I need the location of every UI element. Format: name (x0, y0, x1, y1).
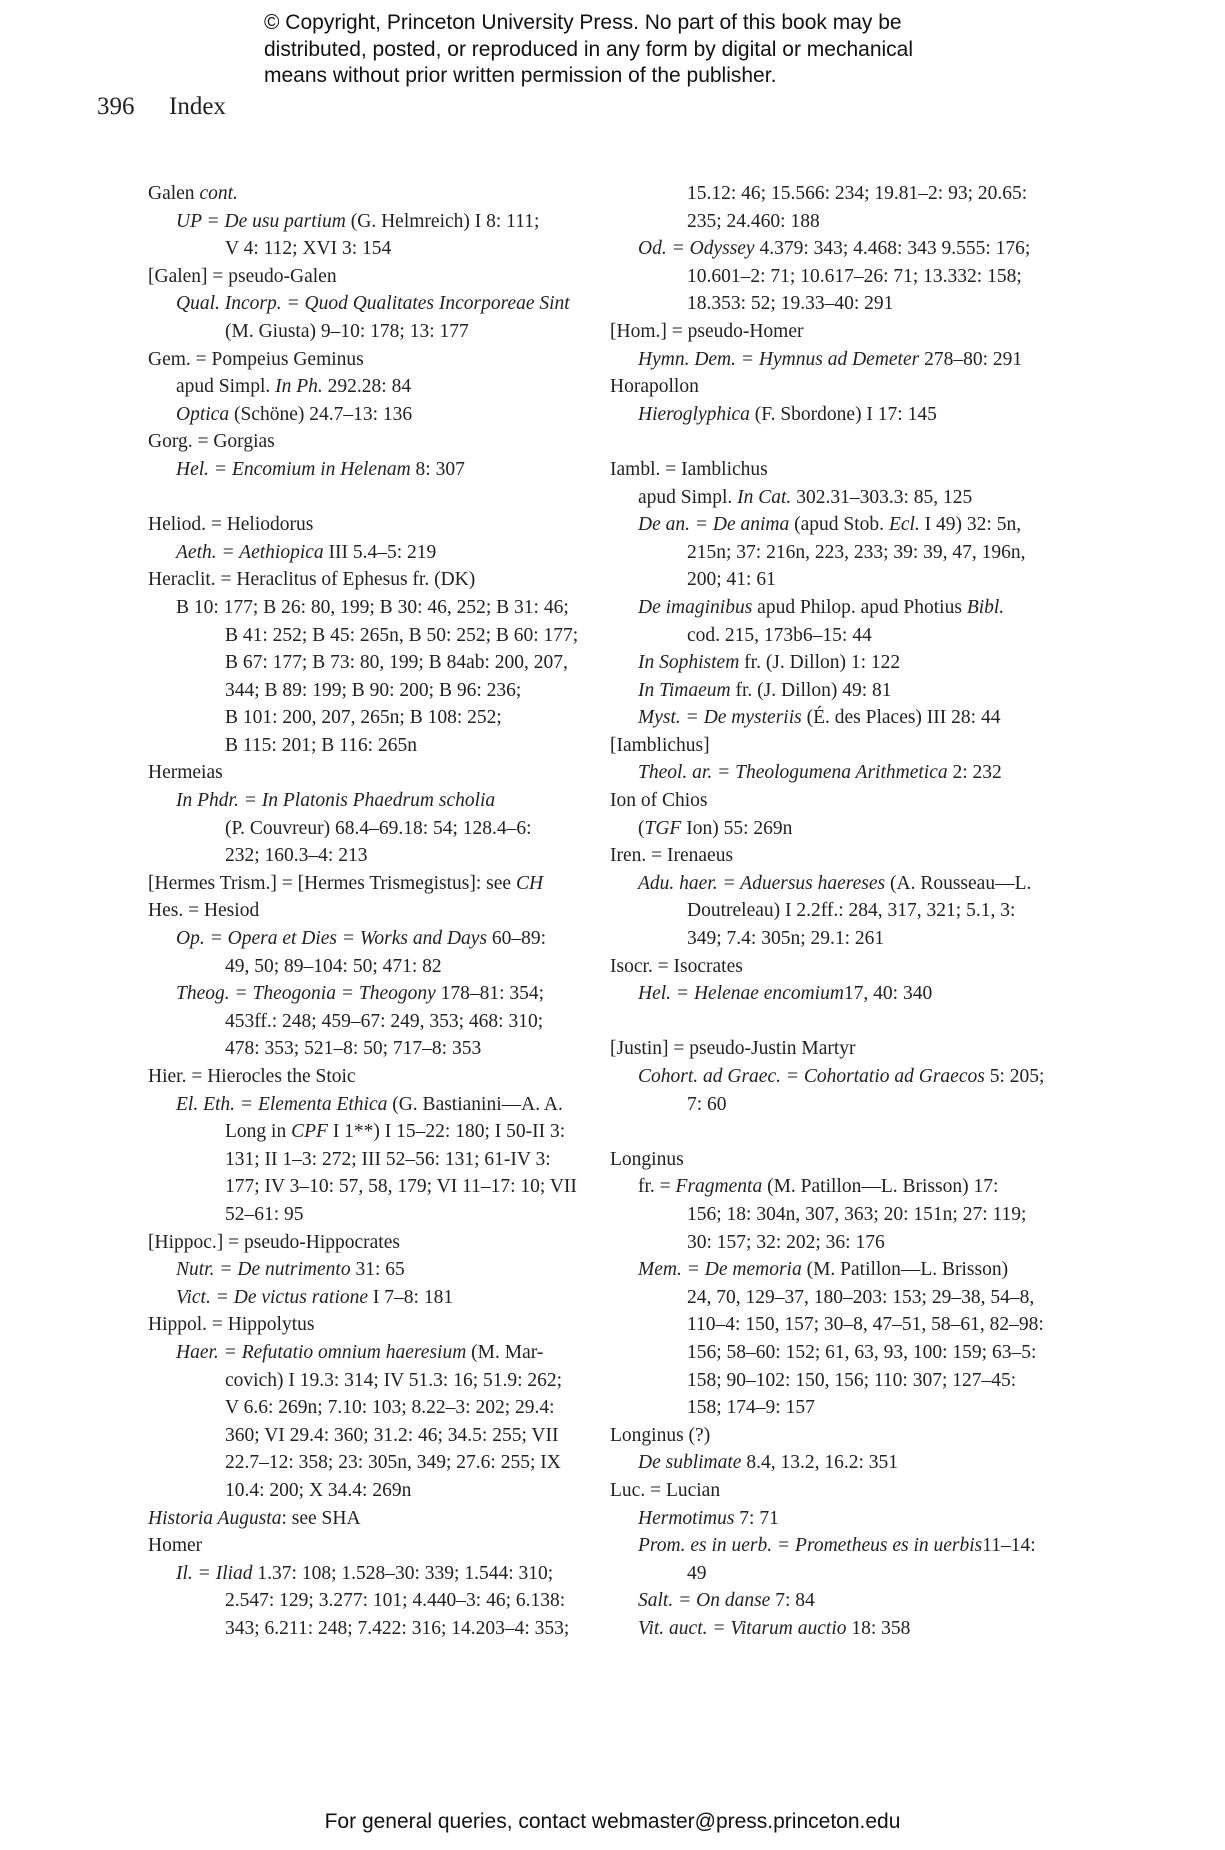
entry-text: (A. Rousseau—L. (885, 872, 1032, 894)
italic-text: CH (515, 872, 544, 894)
entry-text: Iambl. = Iamblichus (610, 458, 768, 480)
entry-text: (É. des Places) III 28: 44 (801, 707, 1001, 729)
entry-text: Doutreleau) I 2.2ff.: 284, 317, 321; 5.1, 3: (687, 900, 1016, 922)
italic-text: Cohort. ad Graec. = Cohortatio ad Graecos (638, 1066, 985, 1087)
index-heading (148, 566, 608, 594)
index-subentry (610, 1173, 1070, 1201)
index-continuation (148, 622, 608, 650)
index-heading (148, 870, 608, 898)
entry-text: (M. Patillon—L. Brisson) 17: (762, 1176, 999, 1198)
entry-text: V 6.6: 269n; 7.10: 103; 8.22–3: 202; 29.4: (225, 1397, 555, 1419)
entry-text: I 7–8: 181 (368, 1286, 454, 1308)
index-continuation (148, 815, 608, 843)
italic-text: El. Eth. = Elementa Ethica (176, 1093, 388, 1115)
entry-text: B 115: 201; B 116: 265n (225, 734, 417, 756)
index-heading (610, 732, 1070, 760)
entry-text: 18: 358 (846, 1617, 911, 1639)
index-heading (610, 1422, 1070, 1450)
index-subentry (610, 677, 1070, 705)
entry-text: cod. 215, 173b6–15: 44 (687, 624, 872, 646)
index-heading (610, 318, 1070, 346)
index-column-right (610, 180, 1070, 1642)
italic-text: Theol. ar. = Theologumena Arithmetica (638, 762, 948, 784)
italic-text: Prom. es in uerb. = Prometheus es in uerbis (638, 1535, 983, 1557)
entry-text: Longinus (610, 1148, 684, 1170)
index-continuation (148, 649, 608, 677)
entry-text: 156; 18: 304n, 307, 363; 20: 151n; 27: 119; (687, 1203, 1027, 1225)
entry-text: (M. Giusta) 9–10: 178; 13: 177 (225, 320, 469, 342)
entry-text: fr. (J. Dillon) 49: 81 (730, 679, 892, 701)
index-continuation (148, 1008, 608, 1036)
entry-text: 15.12: 46; 15.566: 234; 19.81–2: 93; 20.65: (687, 183, 1028, 204)
index-continuation (148, 953, 608, 981)
entry-text: B 67: 177; B 73: 80, 199; B 84ab: 200, 207, (225, 652, 568, 674)
entry-text: Hippol. = Hippolytus (148, 1314, 315, 1336)
entry-text: 49, 50; 89–104: 50; 471: 82 (225, 955, 442, 977)
index-subentry (148, 1256, 608, 1284)
italic-text: Vict. = De victus ratione (176, 1286, 369, 1308)
index-continuation (610, 622, 1070, 650)
entry-text: 60–89: (487, 928, 547, 950)
index-continuation (148, 1449, 608, 1477)
italic-text: Myst. = De mysteriis (638, 707, 802, 729)
entry-text: Hes. = Hesiod (148, 900, 260, 922)
entry-text: Homer (148, 1535, 203, 1557)
index-subentry (148, 373, 608, 401)
index-continuation (148, 677, 608, 705)
italic-text: Theog. = Theogonia = Theogony (176, 983, 436, 1005)
entry-text: [Iamblichus] (610, 734, 710, 756)
entry-text: 360; VI 29.4: 360; 31.2: 46; 34.5: 255; VII (225, 1424, 559, 1446)
entry-text: 18.353: 52; 19.33–40: 291 (687, 293, 894, 315)
entry-text: apud Philop. apud Photius (752, 596, 967, 618)
entry-text: (F. Sbordone) I 17: 145 (749, 403, 937, 425)
index-subentry (148, 456, 608, 484)
italic-text: De sublimate (638, 1452, 742, 1474)
index-continuation (610, 1560, 1070, 1588)
index-subentry (148, 1339, 608, 1367)
entry-text: 5: 205; (984, 1066, 1045, 1087)
italic-text: In Timaeum (638, 679, 731, 701)
index-heading (148, 1063, 608, 1091)
entry-spacer (610, 1008, 1070, 1036)
entry-spacer (610, 428, 1070, 456)
italic-text: Hermotimus (638, 1507, 735, 1529)
index-subentry (148, 980, 608, 1008)
index-subentry (610, 870, 1070, 898)
entry-text: [Hom.] = pseudo-Homer (610, 320, 804, 342)
index-subentry (610, 1256, 1070, 1284)
index-heading (148, 1505, 608, 1533)
italic-text: In Phdr. = In Platonis Phaedrum scholia (176, 790, 496, 812)
entry-text: Gorg. = Gorgias (148, 431, 275, 453)
entry-text: (G. Bastianini—A. A. (387, 1093, 563, 1115)
entry-text: I 49) 32: 5n, (919, 514, 1022, 536)
index-heading (148, 428, 608, 456)
entry-text: 235; 24.460: 188 (687, 210, 820, 232)
italic-text: Hel. = Encomium in Helenam (176, 458, 411, 480)
italic-text: In Cat. (737, 486, 792, 508)
entry-text: Heliod. = Heliodorus (148, 514, 314, 536)
entry-text: 215n; 37: 216n, 223, 233; 39: 39, 47, 196n, (687, 541, 1026, 563)
index-continuation (610, 1394, 1070, 1422)
entry-text: 30: 157; 32: 202; 36: 176 (687, 1231, 885, 1253)
index-subentry (148, 290, 608, 318)
entry-text: ( (638, 817, 645, 839)
index-subentry (148, 1091, 608, 1119)
italic-text: Haer. = Refutatio omnium haeresium (176, 1341, 467, 1363)
section-title: Index (169, 93, 226, 120)
index-subentry (610, 1449, 1070, 1477)
entry-text: Luc. = Lucian (610, 1479, 721, 1501)
entry-text: Iren. = Irenaeus (610, 845, 734, 867)
index-continuation (610, 1229, 1070, 1257)
index-continuation (148, 1477, 608, 1505)
entry-text: : see SHA (281, 1507, 361, 1529)
entry-text: [Galen] = pseudo-Galen (148, 265, 337, 287)
entry-text: III 5.4–5: 219 (323, 541, 437, 563)
index-heading (610, 842, 1070, 870)
entry-text: B 10: 177; B 26: 80, 199; B 30: 46, 252; B 31: 46; (176, 596, 569, 618)
italic-text: Salt. = On danse (638, 1590, 771, 1612)
italic-text: De an. = De anima (638, 514, 790, 536)
index-heading (610, 373, 1070, 401)
copyright-notice (264, 10, 984, 90)
index-continuation (148, 235, 608, 263)
index-subentry (610, 594, 1070, 622)
entry-text: 349; 7.4: 305n; 29.1: 261 (687, 928, 885, 950)
entry-text: 4.379: 343; 4.468: 343 9.555: 176; (754, 238, 1031, 260)
index-subentry (610, 649, 1070, 677)
entry-text: Gem. = Pompeius Geminus (148, 348, 364, 370)
index-continuation (148, 1422, 608, 1450)
index-continuation (148, 704, 608, 732)
index-subentry (610, 484, 1070, 512)
entry-text: 156; 58–60: 152; 61, 63, 93, 100: 159; 63–5: (687, 1341, 1037, 1363)
italic-text: Aeth. = Aethiopica (176, 541, 324, 563)
index-heading (610, 787, 1070, 815)
entry-text: [Hermes Trism.] = [Hermes Trismegistus]: see (148, 872, 516, 894)
index-subentry (610, 980, 1070, 1008)
italic-text: Nutr. = De nutrimento (176, 1259, 351, 1281)
italic-text: Fragmenta (675, 1176, 763, 1198)
index-continuation (148, 1201, 608, 1229)
italic-text: Vit. auct. = Vitarum auctio (638, 1617, 847, 1639)
italic-text: De imaginibus (638, 596, 753, 618)
index-subentry (148, 208, 608, 236)
index-heading (610, 1035, 1070, 1063)
index-continuation (148, 732, 608, 760)
entry-text: 278–80: 291 (919, 348, 1023, 370)
entry-text: 453ff.: 248; 459–67: 249, 353; 468: 310; (225, 1010, 544, 1032)
entry-text: B 101: 200, 207, 265n; B 108: 252; (225, 707, 502, 729)
entry-text: 2.547: 129; 3.277: 101; 4.440–3: 46; 6.138: (225, 1590, 566, 1612)
index-continuation (610, 263, 1070, 291)
entry-text: 10.601–2: 71; 10.617–26: 71; 13.332: 158; (687, 265, 1022, 287)
index-continuation (610, 539, 1070, 567)
copyright-line: © Copyright, Princeton University Press. No part of this book may be (264, 11, 902, 34)
entry-text: 232; 160.3–4: 213 (225, 845, 368, 867)
index-heading (148, 346, 608, 374)
entry-text: fr. (J. Dillon) 1: 122 (739, 652, 901, 674)
italic-text: Mem. = De memoria (638, 1259, 802, 1281)
index-continuation (610, 925, 1070, 953)
index-subentry (610, 511, 1070, 539)
running-head (97, 93, 226, 121)
italic-text: Hel. = Helenae encomium (638, 983, 844, 1005)
index-continuation (610, 1284, 1070, 1312)
copyright-line: distributed, posted, or reproduced in any form by digital or mechanical (264, 37, 914, 61)
entry-text: Longinus (?) (610, 1424, 711, 1446)
italic-text: Ecl. (888, 514, 920, 536)
entry-text: (Schöne) 24.7–13: 136 (229, 403, 413, 425)
entry-text: 22.7–12: 358; 23: 305n, 349; 27.6: 255; IX (225, 1452, 561, 1474)
entry-text: 292.28: 84 (322, 376, 412, 398)
entry-text: 24, 70, 129–37, 180–203: 153; 29–38, 54–8, (687, 1286, 1035, 1308)
italic-text: In Sophistem (638, 652, 740, 674)
entry-spacer (148, 484, 608, 512)
entry-text: 10.4: 200; X 34.4: 269n (225, 1479, 412, 1501)
entry-text: 343; 6.211: 248; 7.422: 316; 14.203–4: 353; (225, 1617, 570, 1639)
index-continuation (148, 1035, 608, 1063)
entry-text: 158; 90–102: 150, 156; 110: 307; 127–45: (687, 1369, 1017, 1391)
index-subentry (148, 1560, 608, 1588)
index-subentry (610, 401, 1070, 429)
index-continuation (148, 1615, 608, 1643)
index-heading (610, 953, 1070, 981)
index-continuation (148, 318, 608, 346)
index-continuation (148, 1118, 608, 1146)
entry-text: B 41: 252; B 45: 265n, B 50: 252; B 60: 177; (225, 624, 579, 646)
index-continuation (148, 1587, 608, 1615)
entry-text: Heraclit. = Heraclitus of Ephesus fr. (DK) (148, 569, 476, 591)
entry-text: Long in (225, 1121, 292, 1143)
entry-text: covich) I 19.3: 314; IV 51.3: 16; 51.9: 262; (225, 1369, 563, 1391)
italic-text: UP = De usu partium (176, 210, 346, 232)
index-continuation (610, 1311, 1070, 1339)
index-subentry (610, 704, 1070, 732)
entry-text: Hermeias (148, 762, 223, 784)
index-subentry (148, 787, 608, 815)
entry-text: 7: 84 (770, 1590, 815, 1612)
index-heading (610, 1146, 1070, 1174)
entry-text: 2: 232 (947, 762, 1002, 784)
index-subentry (148, 925, 608, 953)
italic-text: Adu. haer. = Aduersus haereses (638, 872, 886, 894)
index-heading (148, 759, 608, 787)
index-heading (148, 511, 608, 539)
italic-text: Optica (176, 403, 230, 425)
index-heading (610, 456, 1070, 484)
index-subentry (610, 1063, 1070, 1091)
entry-spacer (610, 1118, 1070, 1146)
index-continuation (610, 180, 1070, 208)
entry-text: [Justin] = pseudo-Justin Martyr (610, 1038, 856, 1060)
index-continuation (610, 1339, 1070, 1367)
entry-text: [Hippoc.] = pseudo-Hippocrates (148, 1231, 400, 1253)
entry-text: (apud Stob. (789, 514, 889, 536)
index-subentry (610, 235, 1070, 263)
entry-text: 1.37: 108; 1.528–30: 339; 1.544: 310; (252, 1562, 554, 1584)
italic-text: cont. (199, 183, 238, 204)
index-heading (148, 1229, 608, 1257)
index-subentry (610, 1532, 1070, 1560)
italic-text: Hieroglyphica (638, 403, 750, 425)
index-subentry (610, 346, 1070, 374)
italic-text: Op. = Opera et Dies = Works and Days (176, 928, 488, 950)
italic-text: Bibl. (966, 596, 1005, 618)
entry-text: 158; 174–9: 157 (687, 1397, 815, 1419)
index-subentry (610, 1615, 1070, 1643)
index-continuation (610, 1201, 1070, 1229)
entry-text: (M. Patillon—L. Brisson) (801, 1259, 1009, 1281)
entry-text: 302.31–303.3: 85, 125 (791, 486, 973, 508)
entry-text: 178–81: 354; (435, 983, 545, 1005)
page-number: 396 (97, 93, 135, 120)
index-subentry (148, 539, 608, 567)
entry-text: 177; IV 3–10: 57, 58, 179; VI 11–17: 10; VII (225, 1176, 577, 1198)
index-continuation (148, 1367, 608, 1395)
entry-text: I 1**) I 15–22: 180; I 50-II 3: (327, 1121, 566, 1143)
entry-text: 110–4: 150, 157; 30–8, 47–51, 58–61, 82–98: (687, 1314, 1044, 1336)
index-heading (610, 1477, 1070, 1505)
entry-text: (G. Helmreich) I 8: 111; (345, 210, 540, 232)
index-heading (148, 1532, 608, 1560)
index-subentry (610, 1505, 1070, 1533)
entry-text: Isocr. = Isocrates (610, 955, 743, 977)
italic-text: Hymn. Dem. = Hymnus ad Demeter (638, 348, 920, 370)
footer-contact: For general queries, contact webmaster@press.princeton.edu (324, 1810, 901, 1833)
italic-text: Il. = Iliad (176, 1562, 253, 1584)
entry-text: fr. = (638, 1176, 676, 1198)
index-heading (148, 1311, 608, 1339)
entry-text: 7: 60 (687, 1093, 727, 1115)
index-subentry (148, 594, 608, 622)
index-subentry (610, 1587, 1070, 1615)
entry-text: 200; 41: 61 (687, 569, 776, 591)
italic-text: In Ph. (275, 376, 323, 398)
italic-text: Qual. Incorp. = Quod Qualitates Incorporeae Sint (176, 293, 570, 315)
entry-text: Ion) 55: 269n (681, 817, 793, 839)
italic-text: Od. = Odyssey (638, 238, 755, 260)
entry-text: 52–61: 95 (225, 1203, 304, 1225)
index-subentry (610, 759, 1070, 787)
entry-text: Hier. = Hierocles the Stoic (148, 1066, 356, 1087)
index-continuation (610, 566, 1070, 594)
entry-text: Horapollon (610, 376, 699, 398)
index-subentry (148, 1284, 608, 1312)
index-heading (148, 180, 608, 208)
entry-text: 344; B 89: 199; B 90: 200; B 96: 236; (225, 679, 522, 701)
index-continuation (148, 1394, 608, 1422)
copyright-line: means without prior written permission of the publisher. (264, 64, 777, 87)
index-subentry (610, 815, 1070, 843)
italic-text: CPF (291, 1121, 328, 1143)
entry-text: 8.4, 13.2, 16.2: 351 (741, 1452, 898, 1474)
entry-text: 31: 65 (350, 1259, 405, 1281)
entry-text: 11–14: (982, 1535, 1036, 1557)
index-continuation (148, 842, 608, 870)
index-continuation (610, 290, 1070, 318)
index-heading (148, 263, 608, 291)
entry-text: apud Simpl. (176, 376, 276, 398)
entry-text: (M. Mar- (466, 1341, 544, 1363)
entry-text: 131; II 1–3: 272; III 52–56: 131; 61-IV 3: (225, 1148, 551, 1170)
index-continuation (610, 897, 1070, 925)
index-continuation (148, 1146, 608, 1174)
index-heading (148, 897, 608, 925)
entry-text: 8: 307 (410, 458, 465, 480)
entry-text: (P. Couvreur) 68.4–69.18: 54; 128.4–6: (225, 817, 532, 839)
entry-text: 7: 71 (734, 1507, 779, 1529)
entry-text: Galen (148, 183, 200, 204)
entry-text: 478: 353; 521–8: 50; 717–8: 353 (225, 1038, 482, 1060)
index-continuation (148, 1173, 608, 1201)
entry-text: 49 (687, 1562, 707, 1584)
entry-text: apud Simpl. (638, 486, 738, 508)
entry-text: V 4: 112; XVI 3: 154 (225, 238, 392, 260)
index-continuation (610, 208, 1070, 236)
italic-text: TGF (644, 817, 682, 839)
index-continuation (610, 1367, 1070, 1395)
entry-text: Ion of Chios (610, 790, 708, 812)
index-subentry (148, 401, 608, 429)
index-column-left (148, 180, 608, 1642)
entry-text: 17, 40: 340 (843, 983, 933, 1005)
index-continuation (610, 1091, 1070, 1119)
italic-text: Historia Augusta (148, 1507, 282, 1529)
